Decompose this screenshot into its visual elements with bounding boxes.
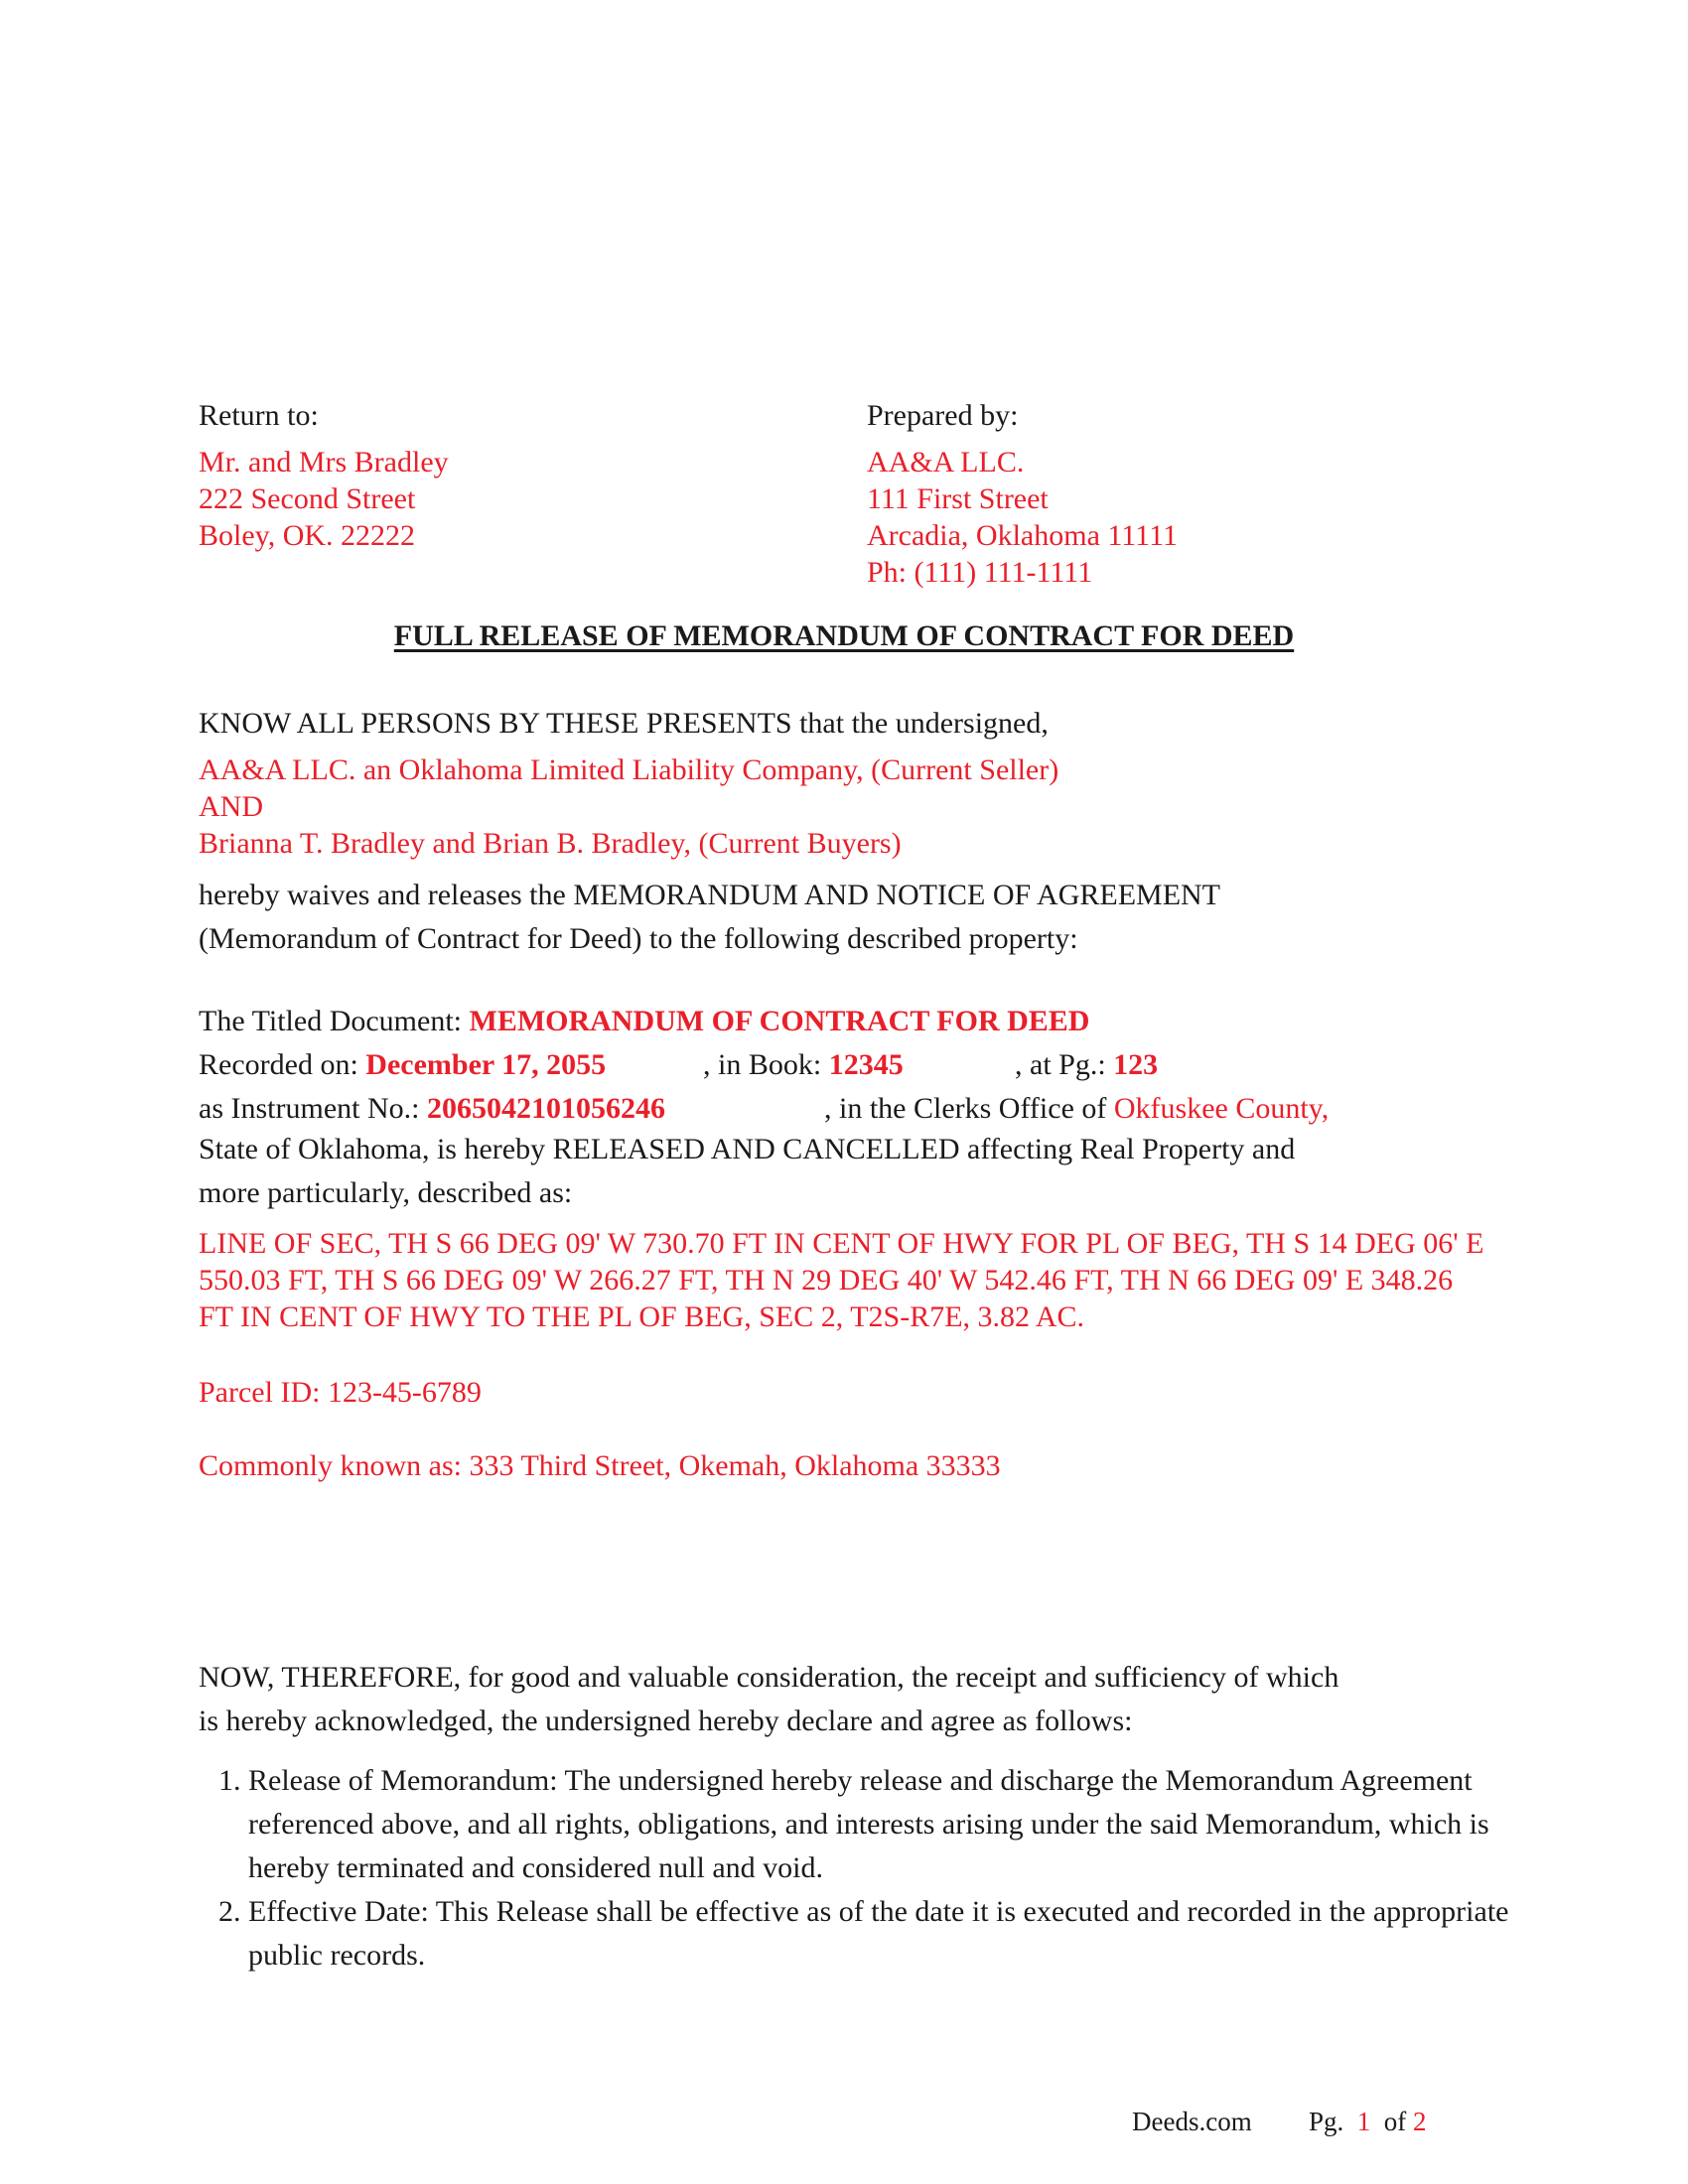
waiver-line-1: hereby waives and releases the MEMORANDUM AND NOTICE OF AGREEMENT: [199, 879, 1221, 911]
return-to-street: 222 Second Street: [199, 482, 416, 515]
terms-list: [199, 1759, 1549, 1978]
instrument-value: 2065042101056246: [426, 1092, 665, 1125]
titled-document-value: MEMORANDUM OF CONTRACT FOR DEED: [469, 1005, 1090, 1037]
return-to-city: Boley, OK. 22222: [199, 519, 416, 552]
county-value: Okfuskee County,: [1113, 1092, 1330, 1125]
parties-block: [199, 751, 1058, 862]
consideration-paragraph: [199, 1656, 1338, 1743]
commonly-known-as: Commonly known as: 333 Third Street, Okemah, Oklahoma 33333: [199, 1449, 1001, 1482]
term-effective-date: 2. Effective Date: This Release shall be effective as of the date it is executed and recorded in the appropriate public records.: [248, 1890, 1549, 1978]
prepared-by-block: [867, 397, 1178, 591]
consideration-line-1: NOW, THEREFORE, for good and valuable consideration, the receipt and sufficiency of which: [199, 1661, 1339, 1694]
waiver-paragraph: [199, 874, 1220, 961]
book-label: , in Book:: [703, 1048, 829, 1081]
page-label: , at Pg.:: [1015, 1048, 1114, 1081]
term-release: 1. Release of Memorandum: The undersigned hereby release and discharge the Memorandum Agreement referenced above, and all rights, obligations, and interests arising under the said Memorandum, which is hereby terminated and considered null and void.: [248, 1759, 1549, 1890]
book-segment: [703, 1046, 904, 1083]
footer-page-total: 2: [1413, 2107, 1427, 2136]
buyers-line: Brianna T. Bradley and Brian B. Bradley, (Current Buyers): [199, 827, 902, 860]
book-value: 12345: [828, 1048, 904, 1081]
and-line: AND: [199, 790, 263, 823]
intro-line: KNOW ALL PERSONS BY THESE PRESENTS that the undersigned,: [199, 707, 1049, 740]
footer-of-label: of: [1383, 2107, 1407, 2136]
footer-page-label: Pg.: [1309, 2107, 1344, 2136]
state-line: State of Oklahoma, is hereby RELEASED AND CANCELLED affecting Real Property and: [199, 1133, 1296, 1165]
footer-site: Deeds.com: [1132, 2107, 1252, 2136]
instrument-label: as Instrument No.:: [199, 1092, 427, 1125]
state-paragraph: [199, 1128, 1295, 1215]
document-title: FULL RELEASE OF MEMORANDUM OF CONTRACT FOR DEED: [393, 619, 1295, 652]
prepared-by-street: 111 First Street: [867, 482, 1049, 515]
prepared-by-label: Prepared by:: [867, 399, 1019, 432]
return-to-block: [199, 397, 449, 554]
footer-page-current: 1: [1356, 2107, 1371, 2136]
legal-description: LINE OF SEC, TH S 66 DEG 09' W 730.70 FT IN CENT OF HWY FOR PL OF BEG, TH S 14 DEG 06' E 550.03 FT, TH S 66 DEG 09' W 266.27 FT, TH N 29 DEG 40' W 542.46 FT, TH N 66 DEG 09' E 348.26 FT IN CENT OF HWY TO THE PL OF BEG, SEC 2, T2S-R7E, 3.82 AC.: [199, 1227, 1484, 1333]
recorded-on-label: Recorded on:: [199, 1048, 366, 1081]
recorded-on-value: December 17, 2055: [365, 1048, 607, 1081]
titled-document-label: The Titled Document:: [199, 1005, 470, 1037]
waiver-line-2: (Memorandum of Contract for Deed) to the following described property:: [199, 922, 1078, 955]
consideration-line-2: is hereby acknowledged, the undersigned hereby declare and agree as follows:: [199, 1705, 1133, 1737]
prepared-by-city: Arcadia, Oklahoma 11111: [867, 519, 1178, 552]
instrument-line: [199, 1090, 665, 1127]
page-value: 123: [1113, 1048, 1159, 1081]
page-segment: [1015, 1046, 1158, 1083]
parcel-id: Parcel ID: 123-45-6789: [199, 1376, 482, 1409]
described-line: more particularly, described as:: [199, 1176, 573, 1209]
recorded-on-line: [199, 1046, 606, 1083]
footer-pagination: [1309, 2107, 1427, 2137]
seller-line: AA&A LLC. an Oklahoma Limited Liability Company, (Current Seller): [199, 753, 1059, 786]
prepared-by-phone: Ph: (111) 111-1111: [867, 556, 1093, 589]
return-to-name: Mr. and Mrs Bradley: [199, 446, 449, 478]
clerks-segment: [824, 1090, 1329, 1127]
clerks-label: , in the Clerks Office of: [824, 1092, 1114, 1125]
titled-document-line: [199, 1003, 1089, 1039]
prepared-by-name: AA&A LLC.: [867, 446, 1025, 478]
return-to-label: Return to:: [199, 399, 319, 432]
